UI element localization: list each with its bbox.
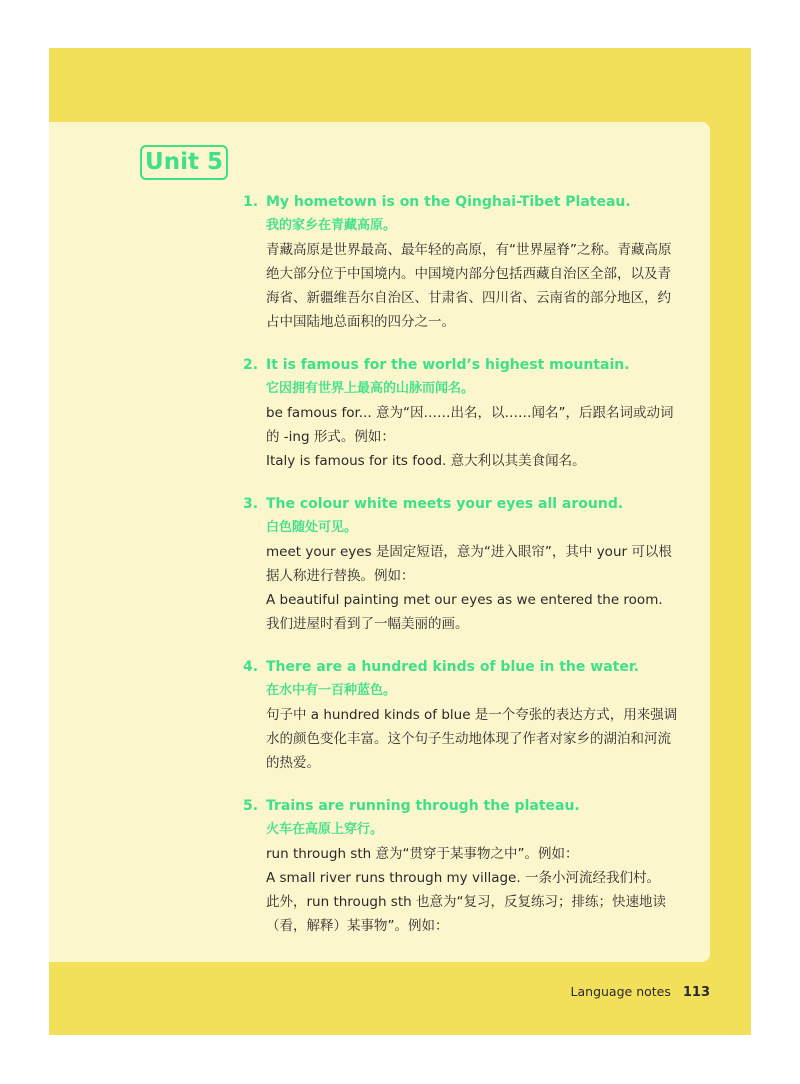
note-english-sentence: Trains are running through the plateau.: [266, 798, 580, 814]
note-paragraph: 青藏高原是世界最高、最年轻的高原，有“世界屋脊”之称。青藏高原绝大部分位于中国境内。中国境内部分包括西藏自治区全部，以及青海省、新疆维吾尔自治区、甘肃省、四川省、云南省的部分地区，约占中国陆地总面积的四分之一。: [266, 242, 672, 330]
note-number: 2.: [243, 357, 259, 373]
unit-label: Unit 5: [145, 149, 223, 175]
note-example: A beautiful painting met our eyes as we entered the room.: [266, 592, 663, 608]
note-explanation: [266, 842, 681, 938]
note-example: Italy is famous for its food. 意大利以其美食闻名。: [266, 453, 586, 469]
note-item-4: [243, 655, 683, 775]
page-footer: [571, 984, 710, 1000]
note-english-sentence: The colour white meets your eyes all around.: [266, 496, 624, 512]
note-paragraph: run through sth 意为“贯穿于某事物之中”。例如：: [266, 846, 579, 862]
note-paragraph: be famous for... 意为“因……出名，以……闻名”，后跟名词或动词的 -ing 形式。例如：: [266, 405, 674, 445]
note-chinese-translation: 它因拥有世界上最高的山脉而闻名。: [266, 381, 475, 396]
note-paragraph: 句子中 a hundred kinds of blue 是一个夸张的表达方式，用来强调水的颜色变化丰富。这个句子生动地体现了作者对家乡的湖泊和河流的热爱。: [266, 707, 678, 771]
note-number: 5.: [243, 798, 259, 814]
page-number: 113: [682, 985, 710, 1000]
note-chinese-translation: 白色随处可见。: [266, 520, 358, 535]
language-notes-list: [243, 190, 683, 957]
note-english-sentence: It is famous for the world’s highest mountain.: [266, 357, 630, 373]
note-english-sentence: My hometown is on the Qinghai-Tibet Plateau.: [266, 194, 631, 210]
note-item-5: [243, 794, 683, 938]
note-number: 1.: [243, 194, 259, 210]
note-example-translation: 我们进屋时看到了一幅美丽的画。: [266, 616, 469, 632]
note-item-2: [243, 353, 683, 473]
note-example: A small river runs through my village. 一条小河流经我们村。: [266, 870, 660, 886]
note-chinese-translation: 我的家乡在青藏高原。: [266, 218, 397, 233]
note-explanation: [266, 238, 681, 334]
note-number: 4.: [243, 659, 259, 675]
unit-badge: [140, 145, 228, 180]
note-paragraph: meet your eyes 是固定短语，意为“进入眼帘”，其中 your 可以根据人称进行替换。例如：: [266, 544, 672, 584]
note-chinese-translation: 火车在高原上穿行。: [266, 822, 384, 837]
note-explanation: [266, 540, 681, 636]
note-number: 3.: [243, 496, 259, 512]
note-paragraph: 此外，run through sth 也意为“复习，反复练习；排练；快速地读（看，解释）某事物”。例如：: [266, 894, 666, 934]
section-label: Language notes: [570, 984, 671, 999]
note-explanation: [266, 401, 681, 473]
note-english-sentence: There are a hundred kinds of blue in the water.: [266, 659, 640, 675]
note-chinese-translation: 在水中有一百种蓝色。: [266, 683, 397, 698]
note-item-1: [243, 190, 683, 334]
note-item-3: [243, 492, 683, 636]
note-explanation: [266, 703, 681, 775]
